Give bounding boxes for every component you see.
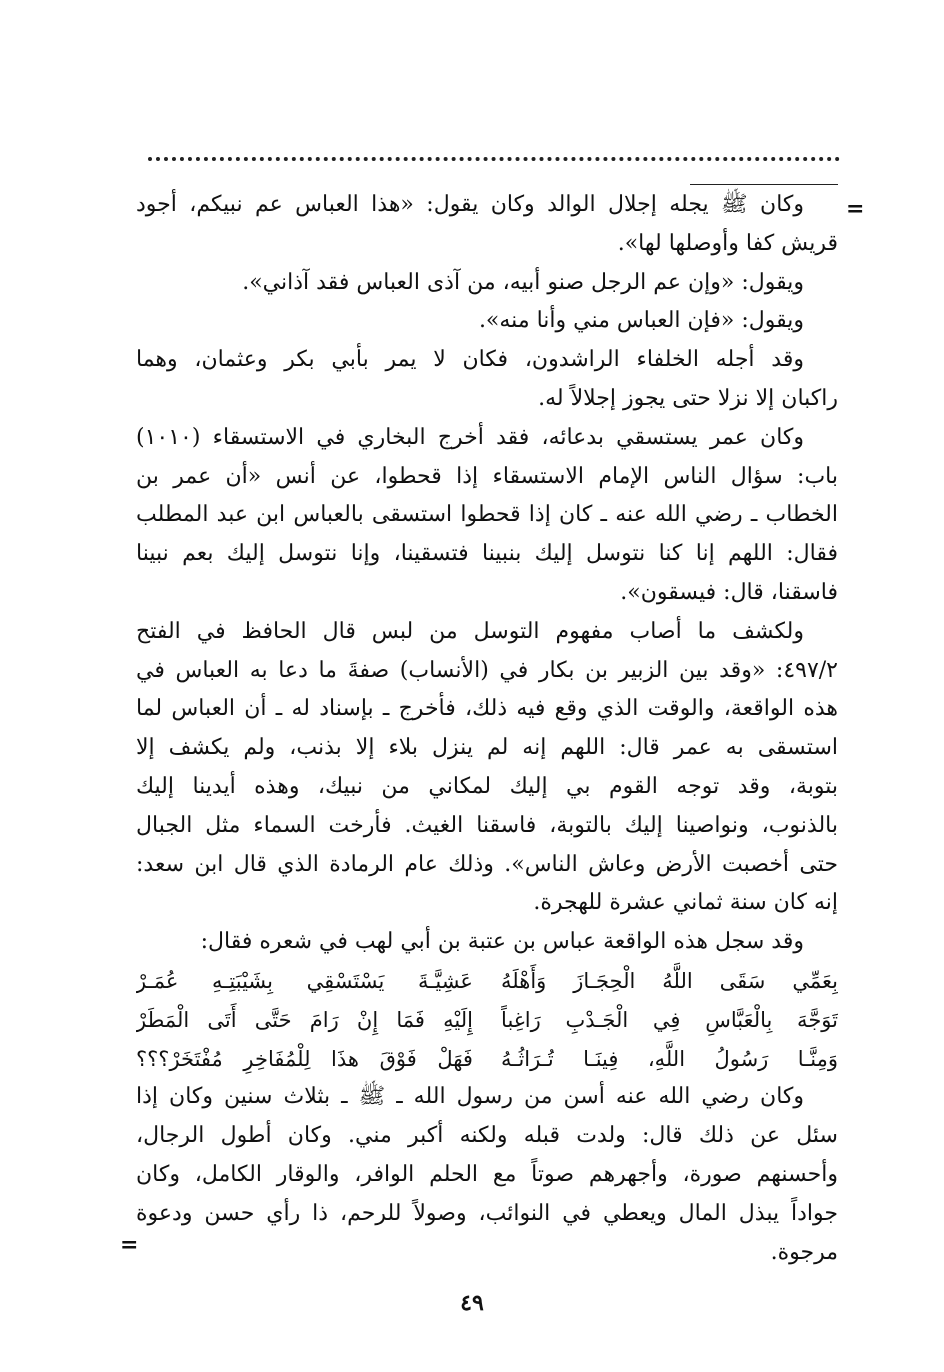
poem-hemistich-left: فَهَلْ فَوْقَ هذَا لِلْمُفَاخِرِ مُفْتَخَرْ؟؟؟ [136,1046,473,1071]
text-line: وقد سجل هذه الواقعة عباس بن عتبة بن أبي لهب في شعره فقال: [200,929,804,955]
text-line: حتى أخصبت الأرض وعاش الناس». وذلك عام الرمادة الذي قال ابن سعد: [136,851,838,877]
page-number: ٤٩ [460,1290,484,1316]
text-line: وكان عمر يستسقي بدعائه، فقد أخرج البخاري في الاستسقاء (١٠١٠) [136,424,804,450]
text-line: وكان ﷺ يجله إجلال الوالد وكان يقول: «هذا العباس عم نبيكم، أجود [136,192,804,217]
poem-hemistich-left: عَشِيَّـةَ يَسْتَسْقِي بِشَيْبَتِـهِ عُمَـرْ [136,968,473,993]
text-line: وأحسنهم صورة، وأجهرهم صوتاً مع الحلم الوافر، والوقار الكامل، وكان [136,1161,838,1187]
text-line: فقال: اللهم إنا كنا نتوسل إليك بنبينا فتسقينا، وإنا نتوسل إليك بعم نبينا [136,541,838,567]
poem [136,962,838,1078]
text-line: ويقول: «فإن العباس مني وأنا منه». [478,308,804,334]
text-line: سئل عن ذلك قال: ولدت قبله ولكنه أكبر مني. وكان أطول الرجال، [136,1123,838,1149]
text-line: استسقى به عمر قال: اللهم إنه لم ينزل بلاء إلا بذنب، ولم يكشف إلا [136,735,838,761]
text-line: جواداً يبذل المال ويعطي في النوائب، وصولاً للرحم، ذا رأي حسن ودعوة [136,1200,838,1226]
text-line: قريش كفا وأوصلها لها». [617,230,838,256]
text-line: راكبان إلا نزلا حتى يجوز إجلالاً له. [538,385,838,411]
text-line: بالذنوب، ونواصينا إليك بالتوبة، فاسقنا الغيث. فأرخت السماء مثل الجبال [136,812,838,838]
poem-hemistich-right: بِعَمِّي سَقَى اللَّهُ الْحِجَـازَ وَأَهْلَهُ [501,968,838,993]
text-line: ٤٩٧/٢: «وقد بين الزبير بن بكار في (الأنساب) صفةَ ما دعا به العباس في [136,657,838,683]
text-line: فاسقنا، قال: فيسقون». [620,579,838,605]
text-line: وكان رضي الله عنه أسن من رسول الله ـ ﷺ ـ بثلاث سنين وكان إذا [136,1084,804,1110]
text-line: وقد أجله الخلفاء الراشدون، فكان لا يمر بأبي بكر وعثمان، وهما [136,347,804,373]
text-line: باب: سؤال الناس الإمام الاستسقاء إذا قحطوا، عن أنس «أن عمر بن [136,463,838,489]
text-line: بتوبة، وقد توجه القوم بي إليك لمكاني من نبيك، وهذه أيدينا إليك [136,773,838,799]
poem-hemistich-right: تَوَجَّهَ بِالْعَبَّاسِ فِي الْجَـدْبِ رَاغِباً [501,1007,838,1032]
poem-verse [136,1001,838,1040]
continuation-mark-bottom: = [120,1232,139,1258]
poem-hemistich-left: إِلَيْهِ فَمَا إِنْ رَامَ حَتَّى أَتَى الْمَطَرْ [136,1007,473,1032]
text-line: إنه كان سنة ثماني عشرة للهجرة. [533,890,838,916]
dotted-separator [148,157,840,161]
text-line: هذه الواقعة، والوقت الذي وقع فيه ذلك، فأخرج ـ بإسناد له ـ أن العباس لما [136,696,838,722]
poem-verse [136,1040,838,1079]
poem-hemistich-right: وَمِنَّـا رَسُولُ اللَّهِ، فِينَـا تُـرَاثُـهُ [501,1046,838,1071]
continuation-mark-top: = [846,196,865,222]
text-line: ولكشف ما أصاب مفهوم التوسل من لبس قال الحافظ في الفتح [136,618,804,644]
text-line: ويقول: «وإن عم الرجل صنو أبيه، من آذى العباس فقد آذاني». [242,269,804,295]
footnote-rule [690,184,838,185]
text-line: الخطاب ـ رضي الله عنه ـ كان إذا قحطوا استسقى بالعباس ابن عبد المطلب [136,502,838,528]
poem-verse [136,962,838,1001]
main-text [136,186,838,1272]
text-line: مرجوة. [770,1239,838,1265]
